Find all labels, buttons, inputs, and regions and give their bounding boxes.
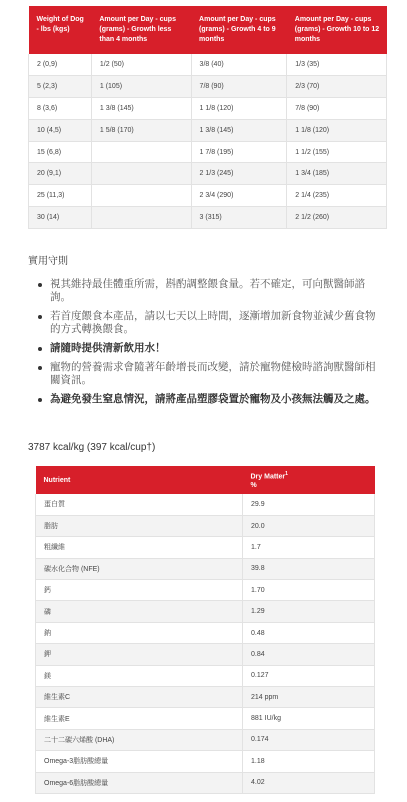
nutrient-value: 29.9 [243,494,375,515]
guide-item [38,310,383,336]
feeding-table-cell: 1 1/8 (120) [287,119,387,141]
nutrient-value: 20.0 [243,515,375,536]
header-nutrient: Nutrient [36,466,243,494]
feeding-table-row [29,185,387,207]
footnote-marker: 1 [285,470,288,477]
nutrient-table-row [36,644,375,665]
nutrient-table-row [36,708,375,729]
feeding-table-cell: 2 3/4 (290) [191,185,287,207]
feeding-table-cell: 15 (6,8) [29,141,92,163]
header-dry-matter-label: Dry Matter [250,473,286,481]
guide-item-text: 為避免發生窒息情況，請將產品塑膠袋置於寵物及小孩無法觸及之處。 [50,393,376,405]
header-growth-under-4: Amount per Day - cups (grams) - Growth less than 4 months [91,6,191,54]
nutrient-table-row [36,687,375,708]
feeding-table-cell: 8 (3,6) [29,98,92,120]
nutrient-table-row [36,494,375,515]
nutrient-value: 1.29 [243,601,375,622]
feeding-table-row [29,119,387,141]
nutrient-table-row [36,515,375,536]
feeding-table-cell: 1 7/8 (195) [191,141,287,163]
feeding-table-cell [91,207,191,229]
nutrient-name: Omega-6脂肪酸總量 [36,772,243,793]
header-dry-matter [243,466,375,494]
feeding-table-cell: 1 1/2 (155) [287,141,387,163]
nutrient-table-row [36,665,375,686]
nutrient-value: 214 ppm [243,687,375,708]
nutrient-table-row [36,601,375,622]
feeding-table-cell: 2/3 (70) [287,76,387,98]
nutrient-value: 39.8 [243,558,375,579]
guide-title: 實用守則 [28,256,68,267]
feeding-table-cell: 7/8 (90) [287,98,387,120]
feeding-table [28,6,387,229]
nutrient-name: 鈉 [36,622,243,643]
feeding-table-row [29,163,387,185]
nutrient-name: 維生素C [36,687,243,708]
nutrient-value: 881 IU/kg [243,708,375,729]
feeding-table-cell: 10 (4,5) [29,119,92,141]
header-growth-4-9: Amount per Day - cups (grams) - Growth 4 to 9 months [191,6,287,54]
feeding-table-cell: 1 3/4 (185) [287,163,387,185]
feeding-table-row [29,141,387,163]
feeding-table-cell: 7/8 (90) [191,76,287,98]
feeding-table-cell: 3 (315) [191,207,287,229]
nutrient-name: 磷 [36,601,243,622]
feeding-table-cell: 1 5/8 (170) [91,119,191,141]
feeding-table-row [29,98,387,120]
nutrient-table-row [36,537,375,558]
bullet-icon [38,315,42,319]
nutrient-table-row [36,729,375,750]
nutrient-table-header [36,466,375,494]
feeding-table-cell: 3/8 (40) [191,54,287,76]
nutrient-name: 碳水化合物 (NFE) [36,558,243,579]
nutrient-value: 0.127 [243,665,375,686]
nutrient-value: 1.7 [243,537,375,558]
feeding-table-cell: 1 1/8 (120) [191,98,287,120]
feeding-table-cell: 25 (11,3) [29,185,92,207]
bullet-icon [38,366,42,370]
feeding-table-cell: 1 3/8 (145) [191,119,287,141]
nutrient-table-row [36,772,375,793]
nutrient-name: 粗纖維 [36,537,243,558]
bullet-icon [38,398,42,402]
guide-item [38,278,383,304]
header-dry-matter-unit: % [250,482,257,490]
nutrient-name: 二十二碳六烯酸 (DHA) [36,729,243,750]
nutrient-value: 0.174 [243,729,375,750]
header-growth-10-12: Amount per Day - cups (grams) - Growth 10 to 12 months [287,6,387,54]
feeding-table-cell: 1 3/8 (145) [91,98,191,120]
nutrient-table-row [36,751,375,772]
feeding-table-cell: 1 (105) [91,76,191,98]
feeding-table-cell: 20 (9,1) [29,163,92,185]
guide-item-text: 視其維持最佳體重所需，斟酌調整餵食量。若不確定，可向獸醫師諮詢。 [50,278,365,303]
nutrient-table-row [36,622,375,643]
nutrient-name: 維生素E [36,708,243,729]
feeding-table-header [29,6,387,54]
guide-list [38,278,383,412]
nutrient-value: 1.18 [243,751,375,772]
nutrient-name: 脂肪 [36,515,243,536]
feeding-table-cell: 2 1/4 (235) [287,185,387,207]
feeding-table-cell: 5 (2,3) [29,76,92,98]
feeding-table-cell [91,163,191,185]
nutrient-table-row [36,558,375,579]
guide-item-text: 寵物的營養需求會隨著年齡增長而改變，請於寵物健檢時諮詢獸醫師相關資訊。 [50,361,376,386]
nutrient-table [35,466,375,794]
feeding-table-row [29,54,387,76]
guide-item [38,342,383,355]
nutrient-value: 1.70 [243,580,375,601]
nutrient-value: 0.48 [243,622,375,643]
nutrient-value: 0.84 [243,644,375,665]
bullet-icon [38,347,42,351]
feeding-table-cell: 1/2 (50) [91,54,191,76]
nutrient-name: Omega-3脂肪酸總量 [36,751,243,772]
nutrient-name: 鎂 [36,665,243,686]
guide-item-text: 若首度餵食本產品，請以七天以上時間，逐漸增加新食物並減少舊食物的方式轉換餵食。 [50,310,376,335]
guide-item [38,361,383,387]
feeding-table-cell: 1/3 (35) [287,54,387,76]
feeding-table-row [29,207,387,229]
feeding-table-cell: 2 1/2 (260) [287,207,387,229]
nutrient-value: 4.02 [243,772,375,793]
nutrient-table-row [36,580,375,601]
guide-item-text: 請隨時提供清新飲用水！ [50,342,166,354]
bullet-icon [38,283,42,287]
feeding-table-cell: 2 (0,9) [29,54,92,76]
feeding-table-row [29,76,387,98]
feeding-table-cell [91,185,191,207]
nutrient-name: 鈣 [36,580,243,601]
feeding-table-cell: 2 1/3 (245) [191,163,287,185]
feeding-table-cell: 30 (14) [29,207,92,229]
feeding-table-cell [91,141,191,163]
nutrient-name: 鉀 [36,644,243,665]
header-weight: Weight of Dog - lbs (kgs) [29,6,92,54]
guide-item [38,393,383,406]
calorie-content: 3787 kcal/kg (397 kcal/cup†) [28,442,156,453]
nutrient-name: 蛋白質 [36,494,243,515]
